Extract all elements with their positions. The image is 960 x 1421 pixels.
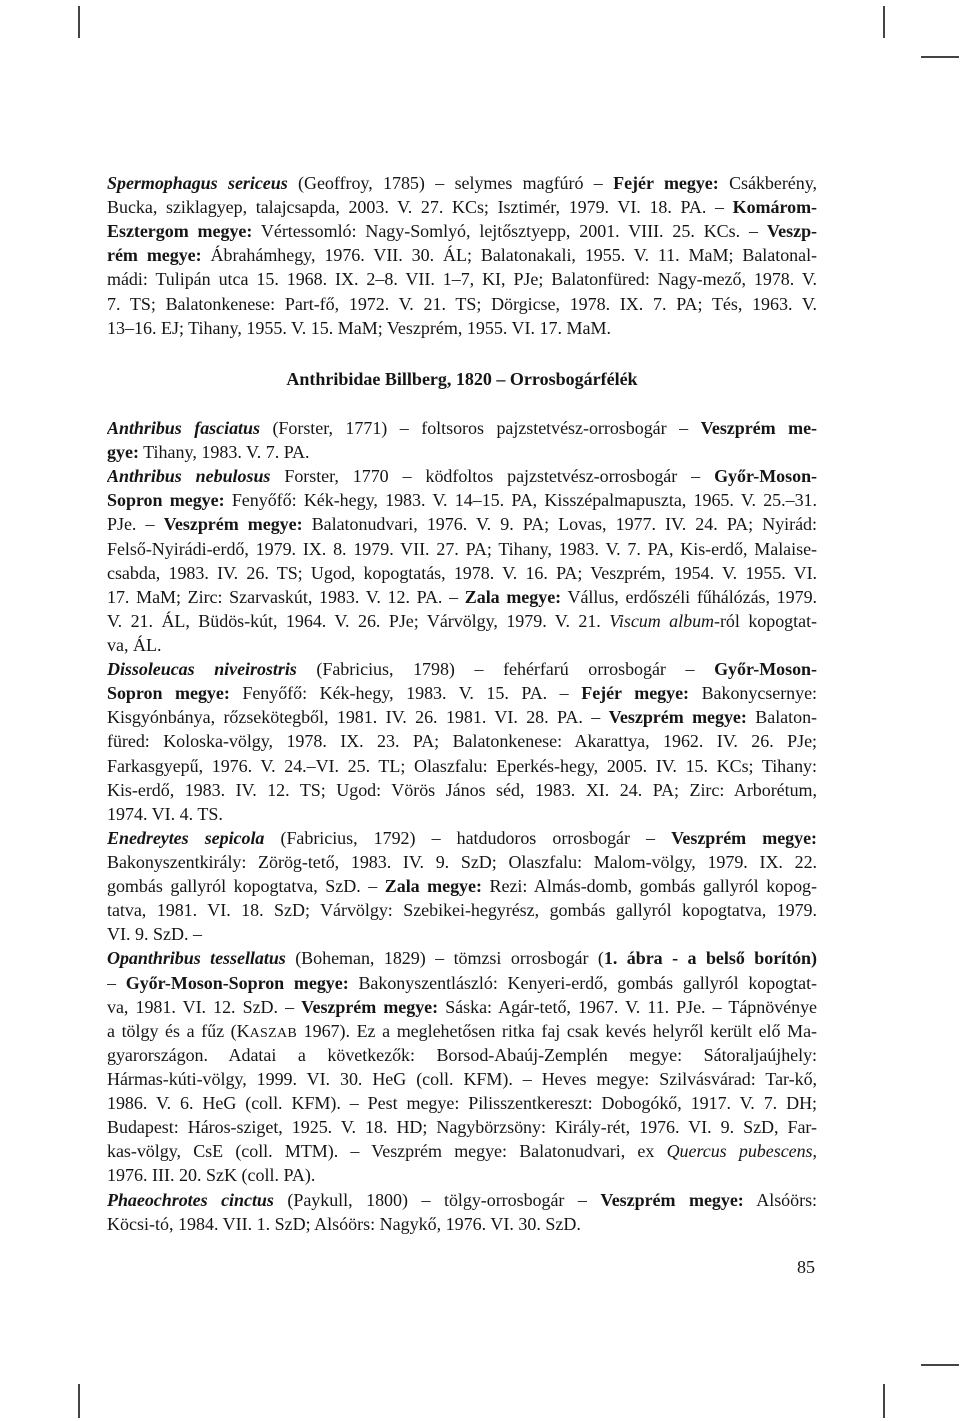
text-run: (Paykull, 1800) – tölgy-orrosbogár –: [273, 1189, 601, 1210]
text-run: Bakonycsernye:: [689, 683, 817, 704]
bold-label: Győr-Moson-Sopron megye:: [125, 972, 349, 993]
species-record: [107, 946, 817, 1187]
line-text: [107, 563, 817, 583]
text-line: [107, 537, 817, 561]
text-line: [107, 1139, 817, 1163]
line-text: [107, 197, 817, 217]
species-name: Phaeochrotes cinctus: [107, 1189, 274, 1210]
line-text: [107, 780, 817, 800]
line-text: [107, 1045, 817, 1065]
bold-label: Fejér megye:: [581, 683, 689, 704]
text-line: [107, 267, 817, 291]
text-run: csabda, 1983. IV. 26. TS; Ugod, kopogtatás, 1978. V. 16. PA; Veszprém, 1954. V. 1955. VI.: [107, 562, 817, 583]
species-name: Dissoleucas niveirostris: [107, 659, 297, 680]
text-line: [107, 195, 817, 219]
text-run: Rezi: Almás-domb, gombás gallyról kopog-: [481, 876, 817, 897]
line-text: [107, 828, 817, 848]
text-run: Kisgyónbánya, rőzsekötegből, 1981. IV. 26. 1981. VI. 28. PA. –: [107, 707, 609, 728]
line-text: [107, 1141, 817, 1161]
bold-label: Sopron megye:: [107, 490, 225, 511]
italic-taxon: Viscum album: [609, 610, 714, 631]
line-text: [107, 1165, 315, 1185]
text-line: [107, 657, 817, 681]
bold-label: Zala megye:: [384, 876, 482, 897]
text-run: gombás gallyról kopogtatva, SzD. –: [107, 876, 385, 897]
line-text: [107, 804, 223, 824]
species-name: Enedreytes sepicola: [107, 827, 265, 848]
line-text: [107, 973, 817, 993]
text-line: [107, 1043, 817, 1067]
line-text: [107, 418, 817, 438]
bold-label: 1. ábra - a belső borítón): [603, 948, 817, 969]
bold-label: Komárom-: [732, 197, 817, 218]
bruchinae-records: [107, 171, 817, 340]
page-number: 85: [797, 1257, 815, 1277]
text-line: [107, 946, 817, 970]
text-line: [107, 1067, 817, 1091]
text-line: [107, 971, 817, 995]
bold-label: Veszprém megye:: [163, 514, 303, 535]
line-text: [107, 294, 817, 314]
text-line: [107, 416, 817, 440]
italic-taxon: Quercus pubescens: [666, 1141, 813, 1162]
line-text: [107, 245, 817, 265]
text-run: (Forster, 1771) – foltsoros pajzstetvész-orrosbogár –: [259, 418, 701, 438]
line-text: [107, 1069, 817, 1089]
crop-mark-top-right-horizontal: [921, 56, 959, 58]
text-run: 7. TS; Balatonkenese: Part-fő, 1972. V. 21. TS; Dörgicse, 1978. IX. 7. PA; Tés, 1963. V.: [107, 293, 817, 314]
text-line: [107, 243, 817, 267]
line-text: [107, 683, 817, 703]
crop-mark-top-right: [883, 6, 885, 38]
text-run: va, 1981. VI. 12. SzD. –: [107, 996, 302, 1017]
text-run: füred: Koloska-völgy, 1978. IX. 23. PA; Balatonkenese: Akarattya, 1962. IV. 26. PJe;: [107, 731, 817, 752]
text-run: PJe. –: [107, 514, 164, 535]
text-line: [107, 1163, 817, 1187]
text-line: [107, 1115, 817, 1139]
text-run: 1986. V. 6. HeG (coll. KFM). – Pest megye: Pilisszentkereszt: Dobogókő, 1917. V. 7. DH;: [107, 1093, 817, 1114]
bold-label: Sopron megye:: [107, 683, 230, 704]
line-text: [107, 635, 161, 655]
line-text: [107, 269, 817, 289]
text-line: [107, 488, 817, 512]
line-text: [107, 611, 817, 631]
text-run: Bakonyszentlászló: Kenyeri-erdő, gombás gallyról kopogtat-: [348, 972, 817, 993]
text-run: Felső-Nyirádi-erdő, 1979. IX. 8. 1979. VII. 27. PA; Tihany, 1983. V. 7. PA, Kis-erdő, Malaise-: [107, 538, 817, 559]
text-line: [107, 802, 817, 826]
text-run: Budapest: Háros-sziget, 1925. V. 18. HD; Nagybörzsöny: Király-rét, 1976. VI. 9. SzD, Far-: [107, 1117, 817, 1138]
bold-label: Zala megye:: [464, 586, 562, 607]
bold-label: Fejér megye:: [613, 173, 719, 193]
text-run: Vállus, erdőszéli fűhálózás, 1979.: [561, 586, 817, 607]
text-line: [107, 681, 817, 705]
text-line: [107, 1091, 817, 1115]
bold-label: rém megye:: [107, 245, 202, 266]
text-line: [107, 1212, 817, 1236]
text-run: Bakonyszentkirály: Zörög-tető, 1983. IV. 9. SzD; Olaszfalu: Malom-völgy, 1979. IX. 22.: [107, 851, 817, 872]
bold-label: Veszprém megye:: [600, 1189, 744, 1210]
line-text: [107, 173, 817, 193]
text-line: [107, 898, 817, 922]
line-text: [107, 997, 817, 1017]
text-run: 1976. III. 20. SzK (coll. PA).: [107, 1165, 316, 1186]
text-run: gyarországon. Adatai a következők: Borsod-Abaúj-Zemplén megye: Sátoraljaújhely:: [107, 1044, 817, 1065]
line-text: [107, 1117, 817, 1137]
text-run: 1974. VI. 4. TS.: [107, 803, 223, 824]
text-run: Forster, 1770 – ködfoltos pajzstetvész-orrosbogár –: [270, 466, 715, 487]
line-text: [107, 852, 817, 872]
text-run: Köcsi-tó, 1984. VII. 1. SzD; Alsóörs: Nagykő, 1976. VI. 30. SzD.: [107, 1213, 581, 1234]
line-text: [107, 1190, 817, 1210]
text-line: [107, 561, 817, 585]
text-run: (Boheman, 1829) – tömzsi orrosbogár (: [285, 948, 604, 969]
text-run: ,: [812, 1141, 817, 1162]
crop-mark-bottom-left: [78, 1384, 80, 1418]
species-record: [107, 826, 817, 947]
text-line: [107, 995, 817, 1019]
text-line: [107, 440, 817, 464]
bold-label: Veszprém me-: [700, 418, 817, 438]
text-run: –: [107, 972, 126, 993]
line-text: [107, 659, 817, 679]
line-text: [107, 1093, 817, 1113]
text-run: va, ÁL.: [107, 634, 162, 655]
line-text: [107, 1021, 817, 1041]
species-record: [107, 416, 817, 464]
line-text: [107, 318, 611, 338]
text-run: Hármas-kúti-völgy, 1999. VI. 30. HeG (coll. KFM). – Heves megye: Szilvásvárad: Tar-kő,: [107, 1068, 817, 1089]
text-run: Vértessomló: Nagy-Somlyó, lejtősztyepp, 2001. VIII. 25. KCs. –: [252, 221, 767, 242]
text-line: [107, 171, 817, 195]
text-run: Ábrahámhegy, 1976. VII. 30. ÁL; Balatonakali, 1955. V. 11. MaM; Balatonal-: [201, 245, 817, 266]
text-line: [107, 1188, 817, 1212]
text-run: V. 21. ÁL, Büdös-kút, 1964. V. 26. PJe; Várvölgy, 1979. V. 21.: [107, 610, 610, 631]
species-name: Spermophagus sericeus: [107, 173, 288, 193]
line-text: [107, 442, 310, 462]
bold-label: Esztergom megye:: [107, 221, 253, 242]
line-text: [107, 876, 817, 896]
text-line: [107, 850, 817, 874]
text-run: Kis-erdő, 1983. IV. 12. TS; Ugod: Vörös János séd, 1983. XI. 24. PA; Zirc: Arborétum,: [107, 779, 817, 800]
line-text: [107, 924, 202, 944]
text-line: [107, 754, 817, 778]
text-run: a tölgy és a fűz (K: [107, 1020, 250, 1041]
text-run: kas-völgy, CsE (coll. MTM). – Veszprém megye: Balatonudvari, ex: [107, 1141, 667, 1162]
text-line: [107, 219, 817, 243]
line-text: [107, 539, 817, 559]
bold-label: Győr-Moson-: [714, 466, 817, 487]
line-text: [107, 948, 817, 968]
bold-label: Győr-Moson-: [714, 659, 817, 680]
line-text: [107, 1214, 581, 1234]
text-run: Fenyőfő: Kék-hegy, 1983. V. 14–15. PA, Kisszépalmapuszta, 1965. V. 25.–31.: [224, 490, 817, 511]
line-text: [107, 514, 817, 534]
text-run: Csákberény,: [718, 173, 817, 193]
species-record: [107, 657, 817, 826]
text-run: 1967). Ez a meglehetősen ritka faj csak kevés helyről került elő Ma-: [297, 1020, 817, 1041]
line-text: [107, 900, 817, 920]
small-caps-author: ASZAB: [249, 1024, 298, 1041]
text-run: Balatonudvari, 1976. V. 9. PA; Lovas, 1977. IV. 24. PA; Nyirád:: [302, 514, 817, 535]
text-line: [107, 585, 817, 609]
text-line: [107, 633, 817, 657]
species-name: Anthribus fasciatus: [107, 418, 260, 438]
family-heading: Anthribidae Billberg, 1820 – Orrosbogárfélék: [286, 369, 638, 389]
text-run: Fenyőfő: Kék-hegy, 1983. V. 15. PA. –: [229, 683, 582, 704]
text-line: [107, 729, 817, 753]
text-run: Tihany, 1983. V. 7. PA.: [138, 442, 310, 463]
text-line: [107, 464, 817, 488]
line-text: [107, 221, 817, 241]
text-line: [107, 922, 817, 946]
text-run: Balaton-: [746, 707, 817, 728]
line-text: [107, 587, 817, 607]
species-record: [107, 1188, 817, 1236]
bold-label: Veszprém megye:: [301, 996, 439, 1017]
crop-mark-top-left: [78, 6, 80, 38]
line-text: [107, 707, 817, 727]
text-run: (Geoffroy, 1785) – selymes magfúró –: [287, 173, 614, 193]
text-run: Bucka, sziklagyep, talajcsapda, 2003. V. 27. KCs; Isztimér, 1979. VI. 18. PA. –: [107, 197, 733, 218]
text-line: [107, 705, 817, 729]
text-run: (Fabricius, 1792) – hatdudoros orrosbogár –: [264, 827, 672, 848]
text-run: (Fabricius, 1798) – fehérfarú orrosbogár –: [296, 659, 715, 680]
crop-mark-bottom-right: [883, 1384, 885, 1418]
text-line: [107, 512, 817, 536]
text-line: [107, 292, 817, 316]
bold-label: Veszprém megye:: [671, 827, 817, 848]
text-run: mádi: Tulipán utca 15. 1968. IX. 2–8. VII. 1–7, KI, PJe; Balatonfüred: Nagy-mező, 1978. V.: [107, 269, 817, 290]
text-run: Farkasgyepű, 1976. V. 24.–VI. 25. TL; Olaszfalu: Eperkés-hegy, 2005. IV. 15. KCs; Tihany:: [107, 755, 817, 776]
crop-mark-bottom-right-horizontal: [921, 1364, 959, 1366]
line-text: [107, 466, 817, 486]
line-text: [107, 731, 817, 751]
text-run: 13–16. EJ; Tihany, 1955. V. 15. MaM; Veszprém, 1955. VI. 17. MaM.: [107, 317, 612, 338]
text-line: [107, 778, 817, 802]
text-run: VI. 9. SzD. –: [107, 924, 202, 945]
text-run: Alsóörs:: [743, 1189, 817, 1210]
bold-label: gye:: [107, 442, 139, 463]
text-run: tatva, 1981. VI. 18. SzD; Várvölgy: Szebikei-hegyrész, gombás gallyról kopogtatva, 1979.: [107, 900, 817, 921]
species-name: Anthribus nebulosus: [107, 466, 271, 487]
bold-label: Veszp-: [766, 221, 817, 242]
text-line: [107, 826, 817, 850]
text-line: [107, 609, 817, 633]
anthribidae-records: [107, 416, 817, 1236]
text-line: [107, 1019, 817, 1043]
bold-label: Veszprém megye:: [608, 707, 747, 728]
line-text: [107, 756, 817, 776]
line-text: [107, 490, 817, 510]
species-record: [107, 171, 817, 340]
text-run: Sáska: Agár-tető, 1967. V. 11. PJe. – Tápnövénye: [438, 996, 817, 1017]
text-run: 17. MaM; Zirc: Szarvaskút, 1983. V. 12. PA. –: [107, 586, 465, 607]
text-line: [107, 316, 817, 340]
text-line: [107, 874, 817, 898]
text-run: -ról kopogtat-: [714, 610, 817, 631]
species-name: Opanthribus tessellatus: [107, 948, 286, 969]
species-record: [107, 464, 817, 657]
